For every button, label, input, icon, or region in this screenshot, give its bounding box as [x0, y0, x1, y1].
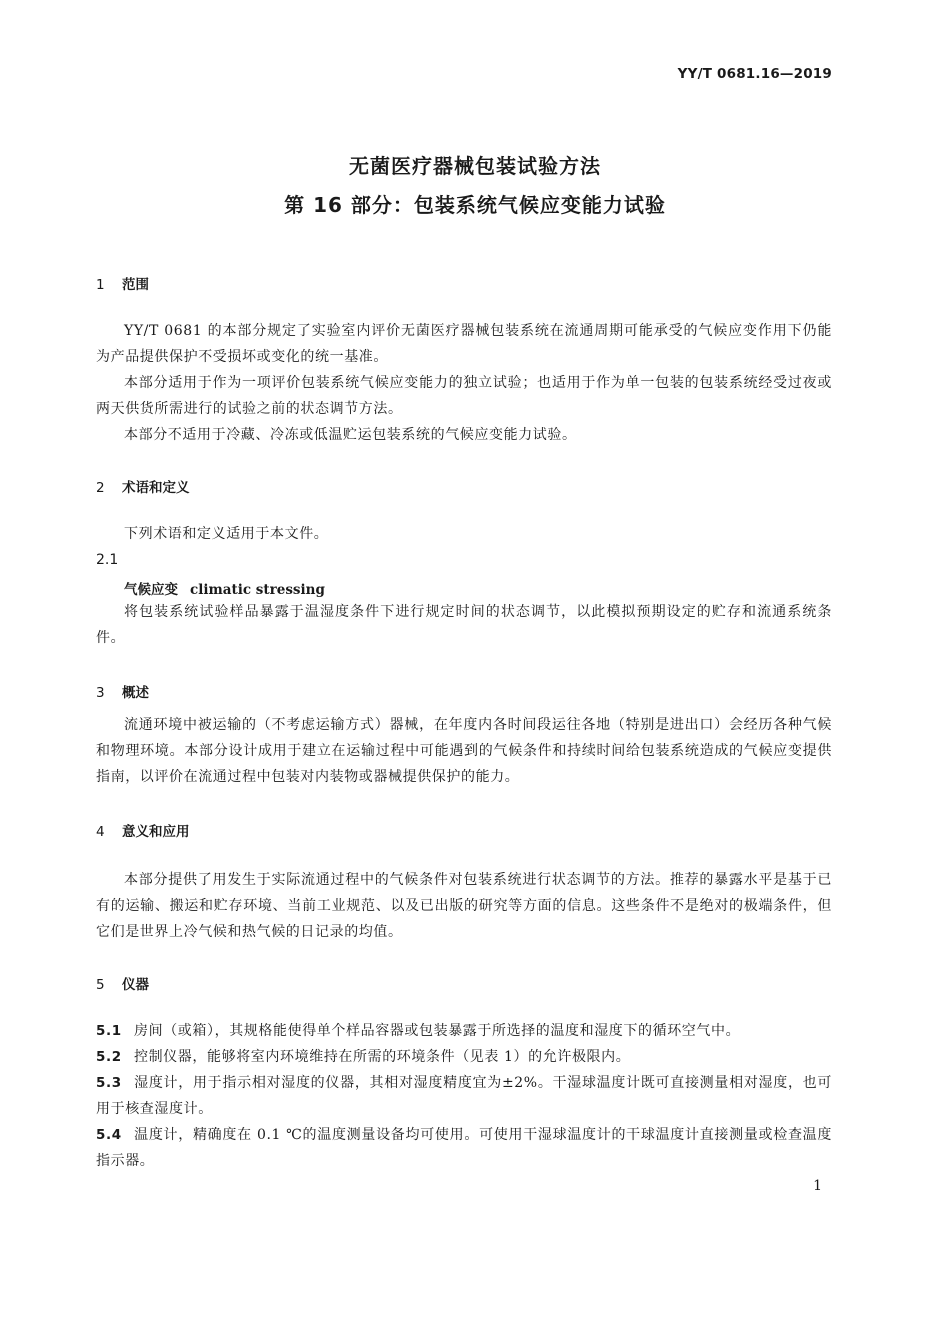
section-title: 概述 — [122, 685, 149, 701]
standard-code: YY/T 0681.16—2019 — [677, 66, 832, 82]
item-number: 5.3 — [96, 1075, 122, 1091]
section-title: 术语和定义 — [122, 480, 190, 496]
term-heading — [124, 578, 325, 598]
section-number: 2 — [96, 480, 105, 496]
section-title: 范围 — [122, 277, 149, 293]
section-number: 4 — [96, 824, 105, 840]
section-number: 3 — [96, 685, 105, 701]
document-title-line-1: 无菌医疗器械包装试验方法 — [349, 154, 601, 178]
section-3-heading — [96, 681, 149, 701]
page-number: 1 — [813, 1178, 822, 1194]
section-2-intro: 下列术语和定义适用于本文件。 — [124, 526, 329, 542]
section-number: 1 — [96, 277, 105, 293]
section-1-heading — [96, 273, 149, 293]
item-number: 5.4 — [96, 1127, 122, 1143]
section-4-paragraph: 本部分提供了用发生于实际流通过程中的气候条件对包装系统进行状态调节的方法。推荐的暴露水平是基于已有的运输、搬运和贮存环境、当前工业规范、以及已出版的研究等方面的信息。这些条件不是绝对的极端条件，但它们是世界上冷气候和热气候的日记录的均值。 — [96, 872, 832, 940]
item-number: 5.2 — [96, 1049, 122, 1065]
section-1-paragraph-1: YY/T 0681 的本部分规定了实验室内评价无菌医疗器械包装系统在流通周期可能承受的气候应变作用下仍能为产品提供保护不受损坏或变化的统一基准。 — [96, 323, 832, 365]
section-title: 仪器 — [122, 977, 149, 993]
term-english: climatic stressing — [190, 582, 325, 598]
section-number: 5 — [96, 977, 105, 993]
apparatus-item — [96, 1122, 832, 1174]
document-title-line-2: 第 16 部分：包装系统气候应变能力试验 — [284, 193, 666, 217]
section-5-heading — [96, 973, 149, 993]
section-2-heading — [96, 476, 190, 496]
section-1-paragraph-3: 本部分不适用于冷藏、冷冻或低温贮运包装系统的气候应变能力试验。 — [124, 427, 577, 443]
item-text: 温度计，精确度在 0.1 ℃的温度测量设备均可使用。可使用干湿球温度计的干球温度计直接测量或检查温度指示器。 — [96, 1127, 832, 1169]
item-number: 5.1 — [96, 1023, 122, 1039]
section-title: 意义和应用 — [122, 824, 190, 840]
term-definition: 将包装系统试验样品暴露于温湿度条件下进行规定时间的状态调节，以此模拟预期设定的贮存和流通系统条件。 — [96, 604, 832, 646]
item-text: 湿度计，用于指示相对湿度的仪器，其相对湿度精度宜为±2%。干湿球温度计既可直接测量相对湿度，也可用于核查湿度计。 — [96, 1075, 832, 1117]
section-1-paragraph-2: 本部分适用于作为一项评价包装系统气候应变能力的独立试验；也适用于作为单一包装的包装系统经受过夜或两天供货所需进行的试验之前的状态调节方法。 — [96, 375, 832, 417]
section-4-heading — [96, 820, 190, 840]
term-number: 2.1 — [96, 552, 119, 568]
term-chinese: 气候应变 — [124, 582, 178, 598]
apparatus-item — [96, 1018, 832, 1044]
item-text: 控制仪器，能够将室内环境维持在所需的环境条件（见表 1）的允许极限内。 — [134, 1049, 631, 1065]
apparatus-item — [96, 1044, 832, 1070]
item-text: 房间（或箱），其规格能使得单个样品容器或包装暴露于所选择的温度和湿度下的循环空气中。 — [134, 1023, 741, 1039]
section-3-paragraph: 流通环境中被运输的（不考虑运输方式）器械，在年度内各时间段运往各地（特别是进出口）会经历各种气候和物理环境。本部分设计成用于建立在运输过程中可能遇到的气候条件和持续时间给包装系统造成的气候应变提供指南，以评价在流通过程中包装对内装物或器械提供保护的能力。 — [96, 717, 832, 785]
apparatus-item — [96, 1070, 832, 1122]
